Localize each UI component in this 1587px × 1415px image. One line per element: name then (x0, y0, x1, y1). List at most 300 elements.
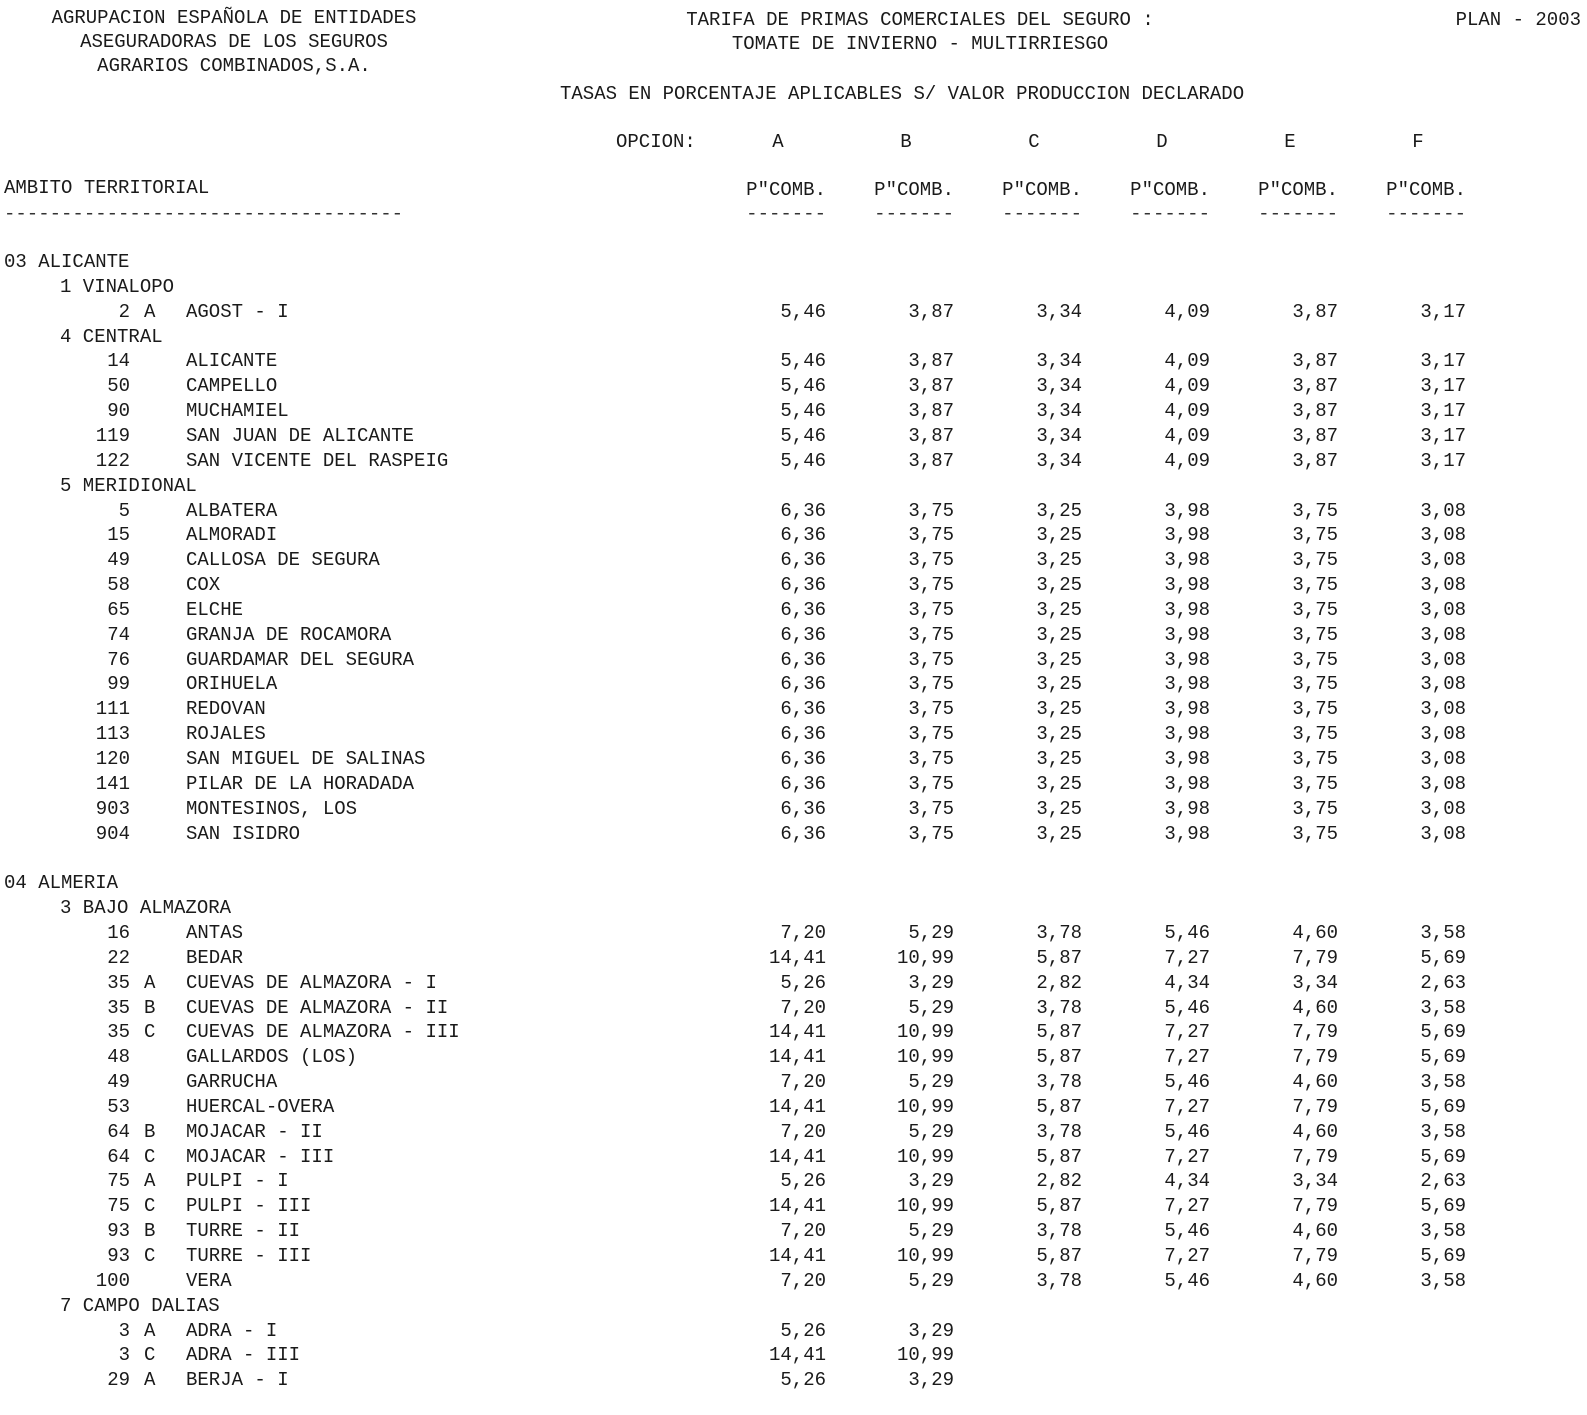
rate-cell-a: 5,26 (780, 1319, 826, 1342)
municipality-name: ALBATERA (186, 499, 278, 522)
comarca-name: 3 BAJO ALMAZORA (60, 897, 232, 920)
column-underline: ------- (1258, 203, 1338, 225)
rate-cell-b: 10,99 (896, 1021, 954, 1044)
rate-cell-b: 3,75 (908, 598, 954, 621)
rate-cell-e: 7,79 (1292, 1145, 1338, 1168)
rate-cell-f: 3,17 (1420, 424, 1466, 447)
rate-cell-a: 5,26 (780, 1170, 826, 1193)
rate-cell-e: 3,75 (1292, 499, 1338, 522)
municipality-code: 49 (107, 549, 130, 572)
rate-cell-a: 5,46 (780, 300, 826, 323)
rate-cell-d: 7,27 (1164, 1245, 1210, 1267)
rate-cell-f: 5,69 (1420, 1046, 1466, 1069)
municipality-code: 48 (107, 1046, 130, 1069)
rate-cell-a: 14,41 (768, 1344, 826, 1367)
rate-cell-d: 3,98 (1164, 673, 1210, 696)
rate-cell-a: 6,36 (780, 499, 826, 522)
rate-cell-b: 3,87 (908, 424, 954, 447)
rate-cell-e: 3,75 (1292, 598, 1338, 621)
table-row (0, 797, 1587, 822)
municipality-name: MONTESINOS, LOS (186, 797, 358, 820)
column-underline: ------- (1130, 203, 1210, 225)
municipality-name: GRANJA DE ROCAMORA (186, 623, 392, 646)
rate-cell-d: 3,98 (1164, 574, 1210, 597)
title-line: TOMATE DE INVIERNO - MULTIRRIESGO (731, 33, 1109, 55)
comarca-row (0, 275, 1587, 300)
rate-cell-c: 3,25 (1036, 822, 1082, 845)
rate-cell-f: 3,58 (1420, 921, 1466, 944)
rate-cell-f: 3,58 (1420, 1120, 1466, 1143)
municipality-name: MOJACAR - II (186, 1120, 323, 1143)
rate-cell-d: 3,98 (1164, 748, 1210, 770)
table-row (0, 996, 1587, 1021)
rate-cell-b: 5,29 (908, 1071, 954, 1094)
table-row (0, 598, 1587, 623)
rate-cell-d: 5,46 (1164, 1220, 1210, 1243)
rate-cell-e: 3,75 (1292, 748, 1338, 770)
table-row (0, 722, 1587, 747)
rate-cell-e: 3,87 (1292, 400, 1338, 423)
municipality-name: BERJA - I (186, 1369, 289, 1392)
rate-cell-c: 3,78 (1036, 996, 1082, 1019)
rate-cell-d: 3,98 (1164, 598, 1210, 621)
municipality-name: COX (186, 574, 221, 597)
rate-cell-f: 3,08 (1420, 499, 1466, 522)
table-row (0, 374, 1587, 399)
municipality-code: 903 (95, 797, 130, 820)
rate-cell-d: 7,27 (1164, 946, 1210, 969)
rate-cell-b: 10,99 (896, 1046, 954, 1069)
rate-cell-d: 4,09 (1164, 375, 1210, 398)
rates-subtitle: TASAS EN PORCENTAJE APLICABLES S/ VALOR PRODUCCION DECLARADO (560, 83, 1245, 105)
table-row (0, 1169, 1587, 1194)
rate-cell-c: 3,78 (1036, 1220, 1082, 1243)
rate-cell-d: 5,46 (1164, 1269, 1210, 1292)
rate-cell-a: 7,20 (780, 996, 826, 1019)
rate-cell-a: 6,36 (780, 648, 826, 671)
rate-cell-a: 5,46 (780, 424, 826, 447)
municipality-name: MUCHAMIEL (186, 400, 289, 423)
table-row (0, 672, 1587, 697)
option-c: C (1028, 131, 1040, 153)
comarca-name: 5 MERIDIONAL (60, 474, 197, 497)
rate-cell-e: 3,75 (1292, 574, 1338, 597)
rate-cell-a: 5,46 (780, 350, 826, 373)
table-row (0, 349, 1587, 374)
rate-cell-a: 6,36 (780, 698, 826, 721)
rate-cell-f: 3,17 (1420, 300, 1466, 323)
rate-cell-e: 7,79 (1292, 1021, 1338, 1044)
rate-cell-b: 3,75 (908, 797, 954, 820)
municipality-name: AGOST - I (186, 300, 289, 323)
table-row (0, 623, 1587, 648)
municipality-name: CUEVAS DE ALMAZORA - II (186, 996, 449, 1019)
rate-cell-a: 6,36 (780, 797, 826, 820)
org-line: ASEGURADORAS DE LOS SEGUROS (80, 31, 388, 53)
column-underline: ------- (746, 203, 826, 225)
municipality-subzone: B (144, 996, 156, 1019)
municipality-subzone: A (144, 1170, 156, 1193)
rate-cell-f: 5,69 (1420, 1245, 1466, 1267)
rate-cell-a: 7,20 (780, 921, 826, 944)
rate-cell-c: 3,25 (1036, 574, 1082, 597)
comarca-name: 1 VINALOPO (60, 275, 175, 298)
municipality-code: 113 (95, 723, 130, 746)
rate-cell-a: 14,41 (768, 1046, 826, 1069)
municipality-name: MOJACAR - III (186, 1145, 335, 1168)
rate-cell-f: 3,17 (1420, 350, 1466, 373)
rate-cell-a: 6,36 (780, 549, 826, 572)
rate-cell-f: 3,17 (1420, 400, 1466, 423)
rate-cell-b: 10,99 (896, 1145, 954, 1168)
rate-cell-b: 5,29 (908, 1220, 954, 1243)
rate-cell-d: 5,46 (1164, 996, 1210, 1019)
municipality-code: 120 (95, 748, 130, 770)
rate-cell-e: 3,75 (1292, 723, 1338, 746)
province-row (0, 250, 1587, 275)
rate-cell-b: 3,75 (908, 723, 954, 746)
table-row (0, 697, 1587, 722)
rate-cell-b: 3,75 (908, 499, 954, 522)
rate-cell-d: 7,27 (1164, 1021, 1210, 1044)
municipality-code: 58 (107, 574, 130, 597)
rate-cell-e: 7,79 (1292, 946, 1338, 969)
rate-cell-f: 3,08 (1420, 524, 1466, 547)
municipality-subzone: C (144, 1021, 156, 1044)
rate-cell-c: 3,78 (1036, 1120, 1082, 1143)
org-line: AGRUPACION ESPAÑOLA DE ENTIDADES (51, 7, 417, 29)
rate-cell-e: 3,87 (1292, 375, 1338, 398)
rate-cell-e: 3,75 (1292, 623, 1338, 646)
rate-cell-c: 3,25 (1036, 524, 1082, 547)
rate-cell-d: 4,34 (1164, 971, 1210, 994)
municipality-subzone: A (144, 1319, 156, 1342)
rate-cell-c: 3,25 (1036, 549, 1082, 572)
rate-cell-c: 3,25 (1036, 648, 1082, 671)
rate-cell-e: 4,60 (1292, 1269, 1338, 1292)
rate-cell-d: 3,98 (1164, 648, 1210, 671)
rate-cell-d: 4,34 (1164, 1170, 1210, 1193)
table-row (0, 523, 1587, 548)
rate-cell-d: 3,98 (1164, 723, 1210, 746)
rate-cell-d: 4,09 (1164, 449, 1210, 472)
rate-cell-b: 3,87 (908, 449, 954, 472)
rate-cell-c: 3,25 (1036, 748, 1082, 770)
rate-cell-c: 5,87 (1036, 1245, 1082, 1267)
rate-cell-a: 14,41 (768, 1145, 826, 1168)
rate-cell-b: 3,75 (908, 574, 954, 597)
rate-cell-c: 3,25 (1036, 673, 1082, 696)
comarca-name: 4 CENTRAL (60, 325, 163, 348)
rate-cell-f: 3,17 (1420, 449, 1466, 472)
blank-row (0, 846, 1587, 871)
municipality-code: 90 (107, 400, 130, 423)
option-b: B (900, 131, 912, 153)
municipality-code: 119 (95, 424, 130, 447)
rate-cell-a: 5,46 (780, 375, 826, 398)
municipality-code: 99 (107, 673, 130, 696)
municipality-name: ORIHUELA (186, 673, 278, 696)
municipality-name: ANTAS (186, 921, 244, 944)
rate-cell-a: 14,41 (768, 1021, 826, 1044)
municipality-name: REDOVAN (186, 698, 266, 721)
rate-cell-c: 3,34 (1036, 449, 1082, 472)
rate-cell-e: 3,75 (1292, 549, 1338, 572)
rate-cell-b: 10,99 (896, 1095, 954, 1118)
scope-label: AMBITO TERRITORIAL (4, 177, 210, 199)
rate-cell-a: 5,46 (780, 449, 826, 472)
rate-cell-e: 3,87 (1292, 300, 1338, 323)
municipality-code: 15 (107, 524, 130, 547)
rate-cell-d: 7,27 (1164, 1195, 1210, 1218)
rate-cell-f: 3,17 (1420, 375, 1466, 398)
municipality-code: 100 (95, 1269, 130, 1292)
rate-cell-a: 6,36 (780, 822, 826, 845)
rate-cell-d: 4,09 (1164, 300, 1210, 323)
rate-cell-a: 5,26 (780, 1369, 826, 1392)
column-header: P"COMB. (1002, 179, 1082, 201)
table-row (0, 424, 1587, 449)
rate-cell-a: 6,36 (780, 748, 826, 770)
rate-cell-e: 3,75 (1292, 524, 1338, 547)
municipality-subzone: C (144, 1245, 156, 1267)
municipality-name: VERA (186, 1269, 232, 1292)
rate-cell-e: 4,60 (1292, 921, 1338, 944)
rate-cell-c: 5,87 (1036, 1021, 1082, 1044)
rate-cell-d: 7,27 (1164, 1145, 1210, 1168)
rate-cell-c: 5,87 (1036, 946, 1082, 969)
rate-cell-b: 3,75 (908, 772, 954, 795)
municipality-subzone: B (144, 1220, 156, 1243)
rate-cell-e: 7,79 (1292, 1095, 1338, 1118)
rate-cell-b: 3,87 (908, 375, 954, 398)
municipality-name: GALLARDOS (LOS) (186, 1046, 358, 1069)
rate-cell-a: 7,20 (780, 1269, 826, 1292)
table-row (0, 573, 1587, 598)
rate-cell-e: 7,79 (1292, 1046, 1338, 1069)
rate-cell-e: 3,75 (1292, 698, 1338, 721)
rate-cell-b: 3,75 (908, 549, 954, 572)
municipality-name: SAN JUAN DE ALICANTE (186, 424, 415, 447)
title-line: TARIFA DE PRIMAS COMERCIALES DEL SEGURO : (686, 9, 1154, 31)
rate-cell-c: 5,87 (1036, 1095, 1082, 1118)
rate-cell-f: 5,69 (1420, 1145, 1466, 1168)
municipality-name: TURRE - III (186, 1245, 312, 1267)
rate-cell-f: 3,08 (1420, 673, 1466, 696)
rate-cell-e: 3,75 (1292, 797, 1338, 820)
table-row (0, 648, 1587, 673)
rate-cell-b: 10,99 (896, 946, 954, 969)
rate-cell-f: 3,08 (1420, 598, 1466, 621)
rate-cell-b: 5,29 (908, 921, 954, 944)
municipality-code: 3 (118, 1319, 130, 1342)
rate-cell-c: 2,82 (1036, 1170, 1082, 1193)
rate-cell-e: 3,87 (1292, 449, 1338, 472)
comarca-name: 7 CAMPO DALIAS (60, 1294, 220, 1317)
rate-cell-d: 7,27 (1164, 1095, 1210, 1118)
municipality-code: 74 (107, 623, 130, 646)
rate-cell-b: 3,75 (908, 623, 954, 646)
rate-cell-e: 3,75 (1292, 648, 1338, 671)
table-row (0, 499, 1587, 524)
table-row (0, 1269, 1587, 1294)
org-line: AGRARIOS COMBINADOS,S.A. (97, 55, 371, 77)
municipality-code: 22 (107, 946, 130, 969)
municipality-code: 122 (95, 449, 130, 472)
municipality-code: 5 (118, 499, 130, 522)
rate-cell-c: 5,87 (1036, 1145, 1082, 1168)
rate-cell-c: 3,78 (1036, 1071, 1082, 1094)
rate-cell-c: 3,25 (1036, 723, 1082, 746)
rate-cell-f: 3,58 (1420, 996, 1466, 1019)
column-header: P"COMB. (1386, 179, 1466, 201)
rate-cell-d: 5,46 (1164, 1120, 1210, 1143)
rate-cell-c: 3,25 (1036, 797, 1082, 820)
rate-cell-f: 5,69 (1420, 1095, 1466, 1118)
table-row (0, 300, 1587, 325)
rate-cell-a: 6,36 (780, 524, 826, 547)
option-e: E (1284, 131, 1296, 153)
table-row (0, 921, 1587, 946)
municipality-code: 3 (118, 1344, 130, 1367)
rate-cell-b: 3,75 (908, 822, 954, 845)
rate-cell-f: 3,08 (1420, 623, 1466, 646)
rate-cell-b: 5,29 (908, 996, 954, 1019)
rate-cell-b: 5,29 (908, 1269, 954, 1292)
municipality-code: 111 (95, 698, 130, 721)
municipality-name: SAN ISIDRO (186, 822, 301, 845)
municipality-code: 65 (107, 598, 130, 621)
rate-cell-c: 5,87 (1036, 1195, 1082, 1218)
municipality-code: 50 (107, 375, 130, 398)
municipality-code: 93 (107, 1245, 130, 1267)
municipality-code: 14 (107, 350, 130, 373)
rate-cell-f: 2,63 (1420, 1170, 1466, 1193)
municipality-name: SAN VICENTE DEL RASPEIG (186, 449, 449, 472)
municipality-code: 75 (107, 1170, 130, 1193)
municipality-code: 2 (118, 300, 130, 323)
municipality-name: GUARDAMAR DEL SEGURA (186, 648, 415, 671)
province-row (0, 871, 1587, 896)
rate-cell-f: 3,58 (1420, 1071, 1466, 1094)
comarca-row (0, 896, 1587, 921)
municipality-name: CAMPELLO (186, 375, 278, 398)
option-label: OPCION: (616, 131, 696, 153)
rate-cell-f: 2,63 (1420, 971, 1466, 994)
municipality-name: ADRA - I (186, 1319, 278, 1342)
rate-cell-e: 7,79 (1292, 1245, 1338, 1267)
rate-cell-b: 3,75 (908, 524, 954, 547)
rate-cell-d: 5,46 (1164, 921, 1210, 944)
rate-cell-d: 3,98 (1164, 797, 1210, 820)
rate-cell-f: 3,08 (1420, 648, 1466, 671)
option-a: A (772, 131, 784, 153)
rate-cell-c: 5,87 (1036, 1046, 1082, 1069)
municipality-name: ROJALES (186, 723, 266, 746)
rate-cell-f: 3,08 (1420, 574, 1466, 597)
rate-cell-b: 3,87 (908, 350, 954, 373)
rate-cell-d: 3,98 (1164, 623, 1210, 646)
rate-cell-f: 3,08 (1420, 549, 1466, 572)
rate-cell-a: 6,36 (780, 623, 826, 646)
table-row (0, 1095, 1587, 1120)
rate-cell-a: 7,20 (780, 1071, 826, 1094)
rate-cell-b: 3,75 (908, 673, 954, 696)
municipality-code: 93 (107, 1220, 130, 1243)
rate-cell-c: 3,78 (1036, 921, 1082, 944)
column-header: P"COMB. (1258, 179, 1338, 201)
column-underline: ------- (1386, 203, 1466, 225)
municipality-name: PULPI - I (186, 1170, 289, 1193)
rate-cell-a: 6,36 (780, 673, 826, 696)
municipality-code: 64 (107, 1145, 130, 1168)
column-header: P"COMB. (1130, 179, 1210, 201)
municipality-subzone: A (144, 971, 156, 994)
rate-cell-f: 3,08 (1420, 748, 1466, 770)
rate-cell-a: 7,20 (780, 1120, 826, 1143)
scope-underline: ----------------------------------- (4, 203, 404, 225)
rate-cell-f: 5,69 (1420, 1021, 1466, 1044)
municipality-subzone: C (144, 1145, 156, 1168)
rate-cell-a: 6,36 (780, 598, 826, 621)
municipality-code: 141 (95, 772, 130, 795)
municipality-code: 76 (107, 648, 130, 671)
rate-cell-b: 3,75 (908, 698, 954, 721)
option-f: F (1412, 131, 1424, 153)
rate-cell-d: 4,09 (1164, 350, 1210, 373)
rate-cell-d: 3,98 (1164, 822, 1210, 845)
comarca-row (0, 1294, 1587, 1319)
table-row (0, 1145, 1587, 1170)
column-underline: ------- (1002, 203, 1082, 225)
rate-cell-b: 5,29 (908, 1120, 954, 1143)
rate-cell-f: 3,08 (1420, 698, 1466, 721)
rate-cell-f: 5,69 (1420, 1195, 1466, 1218)
rate-cell-c: 2,82 (1036, 971, 1082, 994)
rate-cell-e: 3,75 (1292, 772, 1338, 795)
rate-cell-b: 3,75 (908, 748, 954, 770)
rate-cell-d: 3,98 (1164, 772, 1210, 795)
municipality-code: 35 (107, 1021, 130, 1044)
rate-cell-c: 3,34 (1036, 350, 1082, 373)
rate-cell-c: 3,34 (1036, 375, 1082, 398)
rate-cell-d: 4,09 (1164, 424, 1210, 447)
comarca-row (0, 474, 1587, 499)
municipality-name: PULPI - III (186, 1195, 312, 1218)
table-row (0, 1319, 1587, 1344)
rate-cell-d: 5,46 (1164, 1071, 1210, 1094)
table-row (0, 1120, 1587, 1145)
rate-cell-e: 3,75 (1292, 673, 1338, 696)
rate-cell-e: 3,34 (1292, 971, 1338, 994)
municipality-name: PILAR DE LA HORADADA (186, 772, 415, 795)
rate-cell-e: 3,34 (1292, 1170, 1338, 1193)
municipality-name: CUEVAS DE ALMAZORA - III (186, 1021, 460, 1044)
rate-cell-e: 7,79 (1292, 1195, 1338, 1218)
municipality-name: ADRA - III (186, 1344, 301, 1367)
rate-cell-b: 3,29 (908, 971, 954, 994)
rate-cell-f: 3,08 (1420, 822, 1466, 845)
municipality-code: 16 (107, 921, 130, 944)
municipality-code: 35 (107, 971, 130, 994)
rate-cell-f: 3,58 (1420, 1269, 1466, 1292)
municipality-subzone: C (144, 1344, 156, 1367)
table-row (0, 399, 1587, 424)
rate-cell-a: 6,36 (780, 723, 826, 746)
rate-cell-f: 3,08 (1420, 723, 1466, 746)
municipality-code: 29 (107, 1369, 130, 1392)
rate-cell-c: 3,25 (1036, 772, 1082, 795)
